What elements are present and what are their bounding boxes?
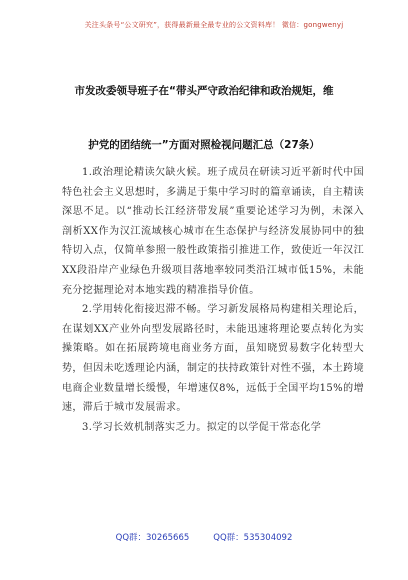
paragraph-2: 2.学用转化衔接迟滞不畅。学习新发展格局构建相关理论后，在谋划XX产业外向型发展路径时，未能迅速将理论要点转化为实操策略。如在拓展跨境电商业务方面，虽知晓贸易数字化转型大势，但因未吃透理论内涵，制定的扶持政策针对性不强，本土跨境电商企业数量增长缓慢，年增速仅8%，远低于全国平均15%的增速，滞后于城市发展需求。 [62,304,364,414]
footer-contact [0,531,408,543]
qq-group-1: QQ群：30265665 [115,533,190,543]
document-title [48,64,360,172]
document-title-line-2: 护党的团结统一”方面对照检视问题汇总（27条） [88,139,320,151]
document-title-line-1: 市发改委领导班子在“带头严守政治纪律和政治规矩，维 [74,85,334,97]
paragraph-3: 3.学习长效机制落实乏力。拟定的以学促干常态化学 [82,421,322,433]
qq-group-2: QQ群：535304092 [213,533,293,543]
promo-banner: 关注头条号“公文研究”，获得最新最全最专业的公文资料库！ 微信：gongwenyj [84,21,344,29]
document-body [62,163,364,437]
paragraph-1: 1.政治理论精读欠缺火候。班子成员在研读习近平新时代中国特色社会主义思想时，多满足于集中学习时的篇章诵读，自主精读深思不足。以“推动长江经济带发展”重要论述学习为例，未深入剖析XX作为汉江流域核心城市在生态保护与经济发展协同中的独特切入点，仅简单参照一般性政策指引推进工作，致使近一年汉江XX段沿岸产业绿色升级项目落地率较同类沿江城市低15%，未能充分挖掘理论对本地实践的精准指导价值。 [62,167,364,296]
